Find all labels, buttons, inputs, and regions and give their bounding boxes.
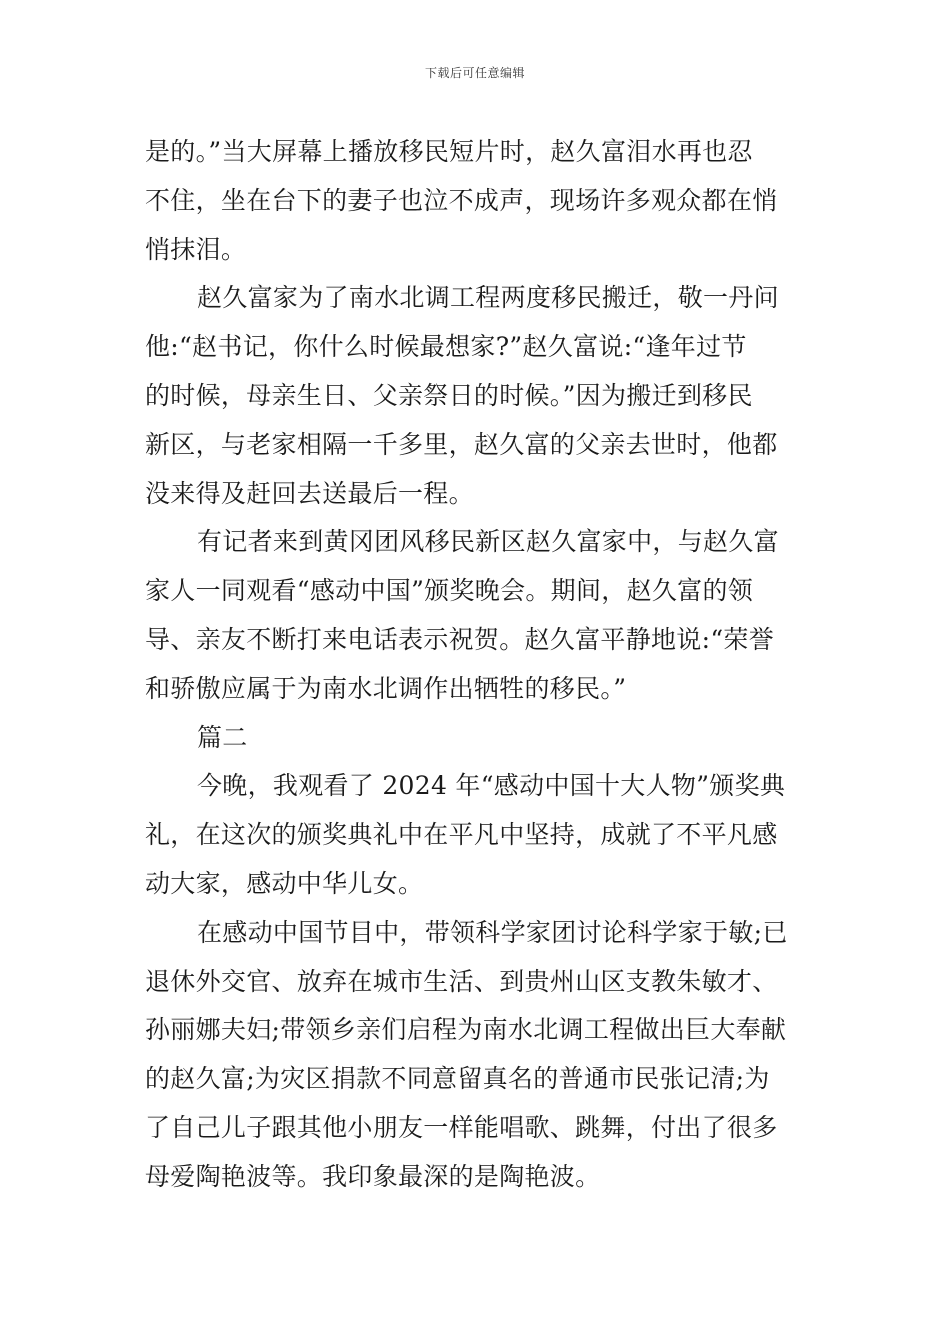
text-line: 孙丽娜夫妇;带领乡亲们启程为南水北调工程做出巨大奉献: [145, 1015, 787, 1045]
text-line: 和骄傲应属于为南水北调作出牺牲的移民。”: [145, 673, 627, 703]
text-line: 新区，与老家相隔一千多里，赵久富的父亲去世时，他都: [145, 429, 778, 459]
text-line: 退休外交官、放弃在城市生活、到贵州山区支教朱敏才、: [145, 966, 778, 996]
text-line: 礼，在这次的颁奖典礼中在平凡中坚持，成就了不平凡感: [145, 820, 778, 850]
text-line: 没来得及赶回去送最后一程。: [145, 478, 474, 508]
text-line: 的时候，母亲生日、父亲祭日的时候。”因为搬迁到移民: [145, 380, 753, 410]
text-line: 在感动中国节目中，带领科学家团讨论科学家于敏;已: [197, 917, 788, 947]
page-header: 下载后可任意编辑: [424, 66, 525, 80]
text-line: 赵久富家为了南水北调工程两度移民搬迁，敬一丹问: [197, 283, 779, 313]
text-line: 的赵久富;为灾区捐款不同意留真名的普通市民张记清;为: [145, 1064, 770, 1094]
text-line: 有记者来到黄冈团风移民新区赵久富家中，与赵久富: [197, 527, 779, 557]
text-line: 是的。”当大屏幕上播放移民短片时，赵久富泪水再也忍: [145, 137, 753, 166]
text-line: 动大家，感动中华儿女。: [145, 868, 424, 898]
text-line: 导、亲友不断打来电话表示祝贺。赵久富平静地说:“荣誉: [145, 624, 775, 654]
text-line: 了自己儿子跟其他小朋友一样能唱歌、跳舞，付出了很多: [145, 1112, 778, 1142]
text-line: 母爱陶艳波等。我印象最深的是陶艳波。: [145, 1161, 601, 1191]
text-line: 悄抹泪。: [145, 234, 247, 264]
text-line: 他:“赵书记，你什么时候最想家?”赵久富说:“逢年过节: [145, 332, 747, 362]
document-body: [145, 128, 810, 1202]
text-line: 不住，坐在台下的妻子也泣不成声，现场许多观众都在悄: [145, 185, 778, 215]
text-line: 今晚，我观看了 2024 年“感动中国十大人物”颁奖典: [197, 771, 786, 801]
text-line: 家人一同观看“感动中国”颁奖晚会。期间，赵久富的领: [145, 576, 754, 606]
text-line: 篇二: [197, 722, 248, 752]
